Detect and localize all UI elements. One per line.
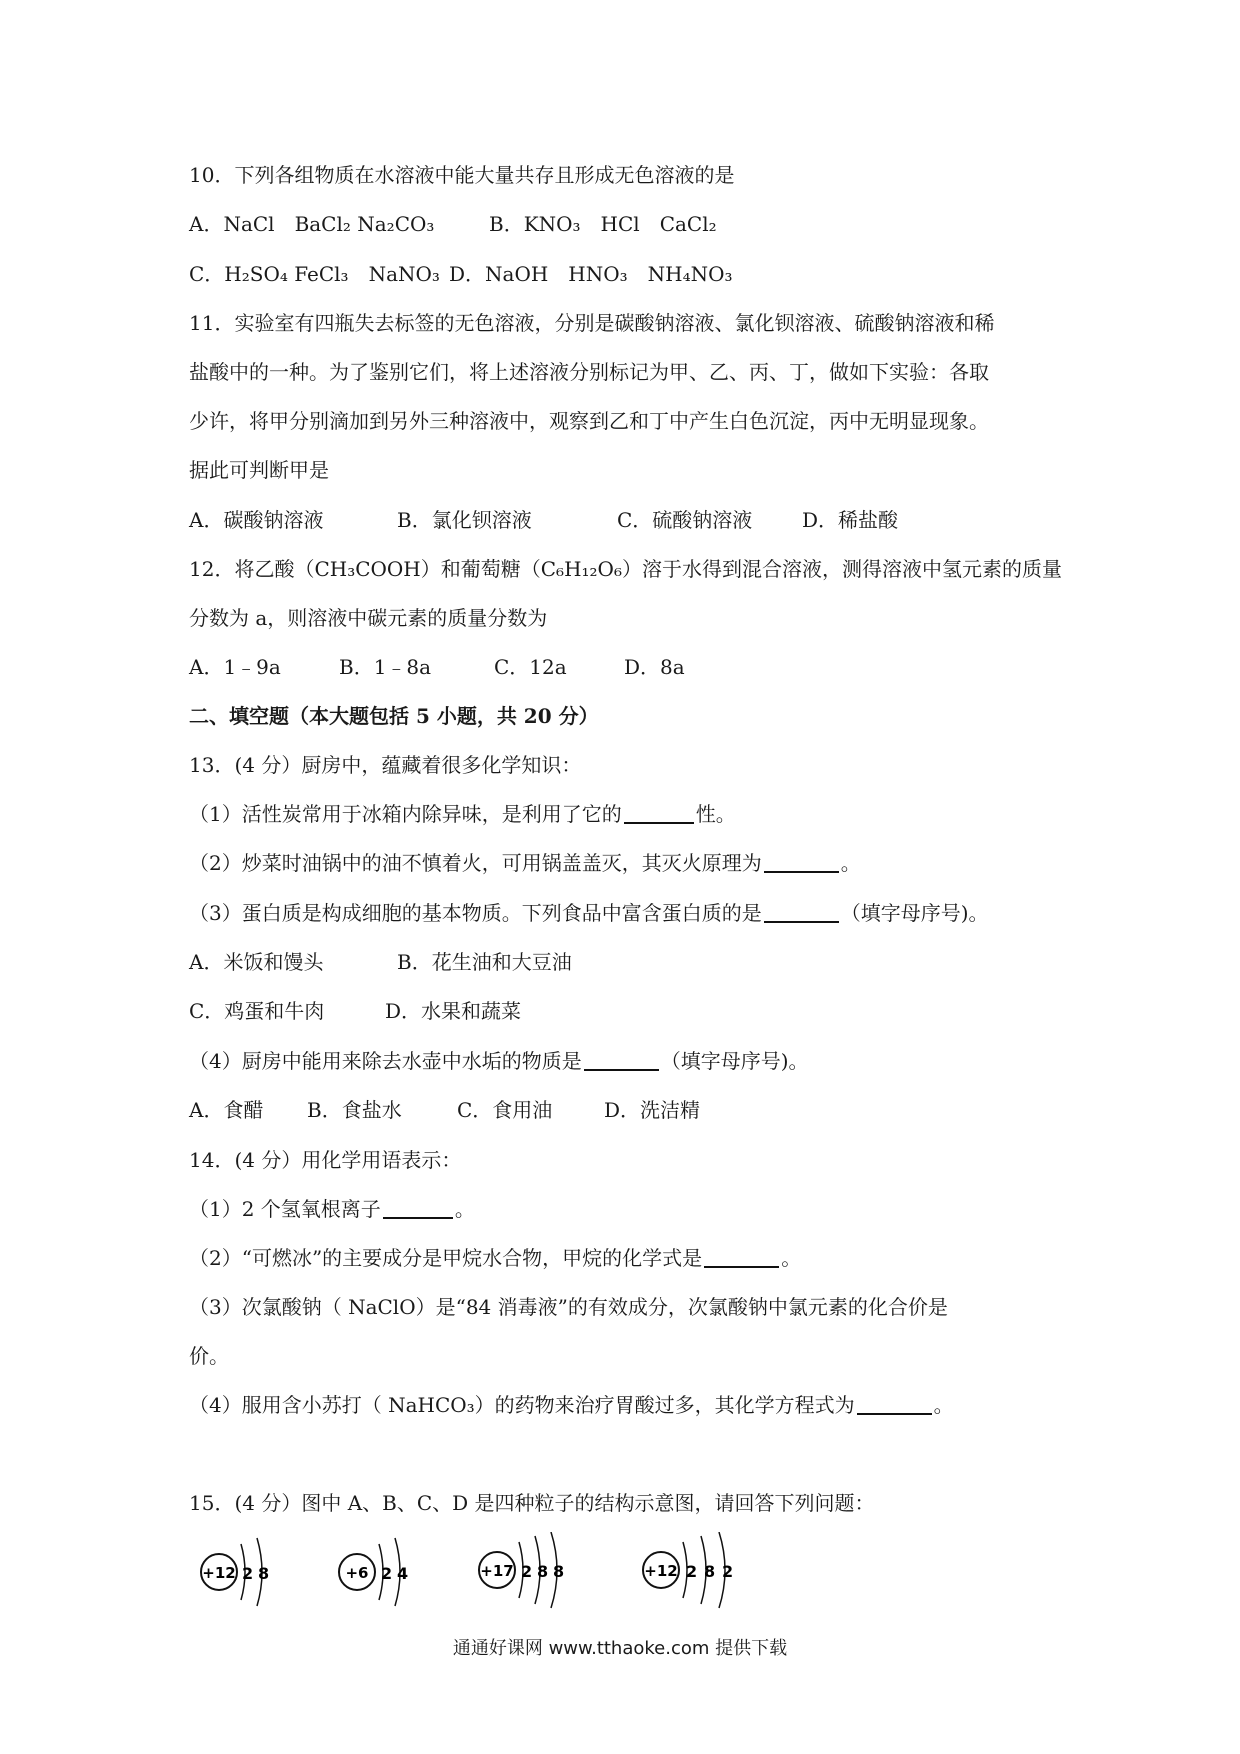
q11-line-4: 据此可判断甲是 <box>189 458 329 482</box>
q13-option-c: C．鸡蛋和牛肉 <box>189 999 325 1023</box>
q13-options-row2 <box>189 996 521 1026</box>
q12-line-2: 分数为 a，则溶液中碳元素的质量分数为 <box>189 606 548 630</box>
q11-line-3: 少许，将甲分别滴加到另外三种溶液中，观察到乙和丁中产生白色沉淀，丙中无明显现象。 <box>189 409 989 433</box>
answer-blank[interactable] <box>704 1246 779 1268</box>
q11-option-a: A．碳酸钠溶液 <box>189 508 324 532</box>
atom-b-nucleus: +6 <box>345 1564 369 1582</box>
q11-line-2: 盐酸中的一种。为了鉴别它们，将上述溶液分别标记为甲、乙、丙、丁，做如下实验：各取 <box>189 360 989 384</box>
q14-part-3-cont: 价。 <box>189 1344 229 1368</box>
q13-part-1-suffix: 性。 <box>695 802 736 826</box>
answer-blank[interactable] <box>624 802 694 824</box>
q12-option-d: D．8a <box>624 655 685 679</box>
q14-part-4 <box>189 1390 954 1420</box>
q14-part-3: （3）次氯酸钠（ NaClO）是“84 消毒液”的有效成分，次氯酸钠中氯元素的化合价是 <box>189 1295 948 1319</box>
q13-part-4 <box>189 1046 809 1076</box>
q10-option-d: D．NaOH HNO₃ NH₄NO₃ <box>449 262 733 286</box>
q13-option-a: A．米饭和馒头 <box>189 950 324 974</box>
q11-option-d: D．稀盐酸 <box>802 508 899 532</box>
atom-a-shell-2: 8 <box>258 1564 270 1583</box>
q14-part-4-suffix: 。 <box>933 1393 954 1417</box>
q13-part-1 <box>189 799 736 829</box>
q13-part-1-text: （1）活性炭常用于冰箱内除异味，是利用了它的 <box>189 802 622 826</box>
q14-part-2-text: （2）“可燃冰”的主要成分是甲烷水合物，甲烷的化学式是 <box>189 1246 703 1270</box>
q13-part-3 <box>189 898 989 928</box>
q13-part-2-suffix: 。 <box>840 851 861 875</box>
answer-blank[interactable] <box>383 1197 453 1219</box>
atom-diagram-b <box>339 1538 408 1606</box>
atom-diagram-a <box>201 1538 269 1606</box>
q10-option-b: B．KNO₃ HCl CaCl₂ <box>489 212 717 236</box>
q12-line-1: 12．将乙酸（CH₃COOH）和葡萄糖（C₆H₁₂O₆）溶于水得到混合溶液，测得溶液中氢元素的质量 <box>189 557 1062 581</box>
q12-option-a: A．1﹣9a <box>189 655 281 679</box>
q11-option-c: C．硫酸钠溶液 <box>617 508 753 532</box>
atom-c-nucleus: +17 <box>480 1562 514 1580</box>
q14-part-1-text: （1）2 个氢氧根离子 <box>189 1197 381 1221</box>
q11-line-1: 11．实验室有四瓶失去标签的无色溶液，分别是碳酸钠溶液、氯化钡溶液、硫酸钠溶液和稀 <box>189 311 995 335</box>
atom-c-shell-3: 8 <box>553 1562 565 1581</box>
q10-stem: 10．下列各组物质在水溶液中能大量共存且形成无色溶液的是 <box>189 163 735 187</box>
atom-c-shell-2: 8 <box>537 1562 549 1581</box>
page-footer: 通通好课网 www.tthaoke.com 提供下载 <box>452 1638 788 1659</box>
q13-part-4-suffix: （填字母序号)。 <box>660 1049 809 1073</box>
q12-option-b: B．1﹣8a <box>339 655 432 679</box>
q13-stem: 13．(4 分）厨房中，蕴藏着很多化学知识： <box>189 753 582 777</box>
atom-diagram-c <box>479 1532 564 1608</box>
answer-blank[interactable] <box>857 1393 932 1415</box>
atom-d-shell-2: 8 <box>704 1562 716 1581</box>
q10-option-c: C．H₂SO₄ FeCl₃ NaNO₃ <box>189 262 440 286</box>
q13-part-4-text: （4）厨房中能用来除去水壶中水垢的物质是 <box>189 1049 582 1073</box>
q13-option-c2: C．食用油 <box>457 1098 553 1122</box>
q14-part-1 <box>189 1194 475 1224</box>
q13-option-d2: D．洗洁精 <box>604 1098 701 1122</box>
q12-options <box>189 652 685 682</box>
q10-options-row1 <box>189 209 717 239</box>
q10-option-a: A．NaCl BaCl₂ Na₂CO₃ <box>189 212 435 236</box>
q13-option-a2: A．食醋 <box>189 1098 264 1122</box>
q13-part-3-text: （3）蛋白质是构成细胞的基本物质。下列食品中富含蛋白质的是 <box>189 901 762 925</box>
atom-diagram-d <box>643 1532 733 1608</box>
q11-options <box>189 505 898 535</box>
atom-d-nucleus: +12 <box>644 1562 678 1580</box>
atom-c-shell-1: 2 <box>521 1562 533 1581</box>
q12-option-c: C．12a <box>494 655 567 679</box>
q13-part-2 <box>189 848 861 878</box>
q14-part-2-suffix: 。 <box>781 1246 802 1270</box>
atom-d-shell-1: 2 <box>686 1562 698 1581</box>
q13-options-row3 <box>189 1095 700 1125</box>
q14-part-1-suffix: 。 <box>454 1197 475 1221</box>
atom-b-shell-2: 4 <box>397 1564 409 1583</box>
q15-stem: 15．(4 分）图中 A、B、C、D 是四种粒子的结构示意图，请回答下列问题： <box>189 1491 875 1515</box>
q14-part-4-text: （4）服用含小苏打（ NaHCO₃）的药物来治疗胃酸过多，其化学方程式为 <box>189 1393 855 1417</box>
answer-blank[interactable] <box>584 1049 659 1071</box>
atom-b-shell-1: 2 <box>381 1564 393 1583</box>
atom-d-shell-3: 2 <box>722 1562 734 1581</box>
q14-stem: 14．(4 分）用化学用语表示： <box>189 1148 462 1172</box>
atom-a-shell-1: 2 <box>242 1564 254 1583</box>
answer-blank[interactable] <box>764 851 839 873</box>
q11-option-b: B．氯化钡溶液 <box>397 508 532 532</box>
q13-option-d: D．水果和蔬菜 <box>385 999 522 1023</box>
q13-option-b2: B．食盐水 <box>307 1098 402 1122</box>
answer-blank[interactable] <box>764 901 839 923</box>
atom-a-nucleus: +12 <box>202 1564 236 1582</box>
q14-part-2 <box>189 1243 801 1273</box>
atom-structure-diagrams <box>189 1532 839 1622</box>
q13-part-3-suffix: （填字母序号)。 <box>840 901 989 925</box>
section-heading: 二、填空题（本大题包括 5 小题，共 20 分） <box>189 704 599 728</box>
q13-part-2-text: （2）炒菜时油锅中的油不慎着火，可用锅盖盖灭，其灭火原理为 <box>189 851 762 875</box>
q13-options-row1 <box>189 947 572 977</box>
q13-option-b: B．花生油和大豆油 <box>397 950 572 974</box>
q10-options-row2 <box>189 259 733 289</box>
